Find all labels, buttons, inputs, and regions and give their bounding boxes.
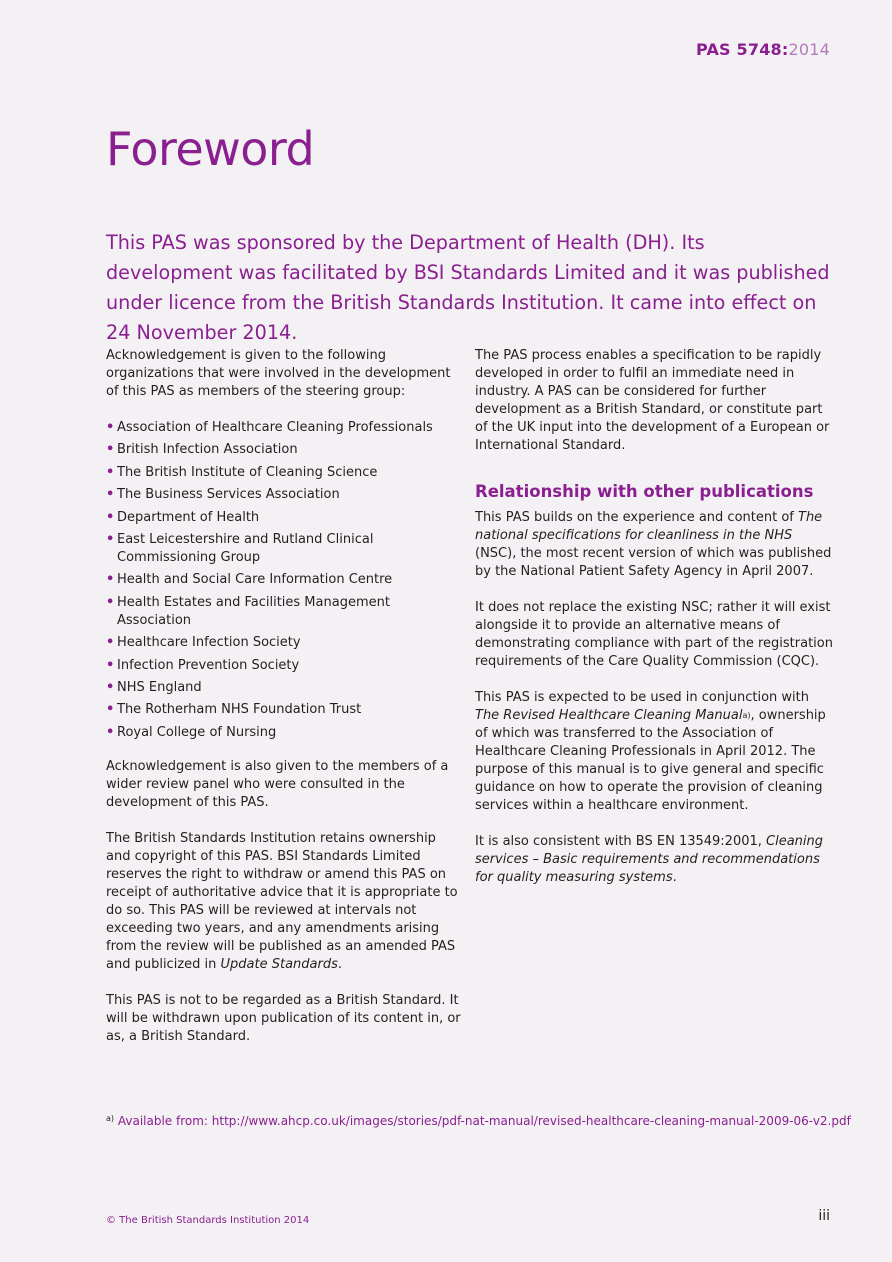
section-heading: Relationship with other publications: [475, 482, 814, 501]
footnote-marker: a): [106, 1114, 115, 1123]
right-column: [475, 347, 837, 905]
process-paragraph: The PAS process enables a specification to be rapidly developed in order to fulfil an immediate need in industry. A PAS can be considered for further development as a British Standard, or constitute part of the UK input into the development of a European or International Standard.: [475, 348, 830, 453]
bullet-icon: •: [106, 702, 115, 718]
organization-name: British Infection Association: [117, 442, 298, 458]
organization-item: [106, 531, 462, 567]
organization-name: East Leicestershire and Rutland Clinical Commissioning Group: [117, 531, 374, 565]
bullet-icon: •: [106, 442, 115, 458]
copyright: © The British Standards Institution 2014: [106, 1215, 310, 1226]
bullet-icon: •: [106, 531, 115, 547]
organization-item: [106, 679, 462, 697]
bullet-icon: •: [106, 635, 115, 651]
page-number: iii: [818, 1208, 830, 1224]
bullet-icon: •: [106, 420, 115, 435]
consistent-text: It is also consistent with BS EN 13549:2001,: [475, 834, 767, 849]
organization-item: [106, 594, 462, 630]
conjunction-text: This PAS is expected to be used in conjunction with: [475, 690, 809, 705]
ownership-text: The British Standards Institution retains ownership and copyright of this PAS. BSI Standards Limited reserves the right to withdraw or amend this PAS on receipt of authoritative advice that it is appropriate to do so. This PAS will be reviewed at intervals not exceeding two years, and any amendments arising from the review will be published as an amended PAS and publicized in: [106, 830, 458, 972]
footnote-ref: a): [742, 711, 751, 720]
acknowledgement-review: Acknowledgement is also given to the members of a wider review panel who were consulted in the development of this PAS.: [106, 758, 449, 810]
organization-item: [106, 571, 462, 589]
bullet-icon: •: [106, 724, 115, 740]
consistent-paragraph: [475, 833, 837, 887]
manual-title: The Revised Healthcare Cleaning Manual: [475, 708, 743, 723]
organization-name: The Rotherham NHS Foundation Trust: [117, 702, 362, 718]
document-year: 2014: [788, 40, 830, 59]
organization-name: Department of Health: [117, 509, 260, 525]
acknowledgement-intro: Acknowledgement is given to the following organizations that were involved in the development of this PAS as members of the steering group:: [106, 348, 451, 399]
bullet-icon: •: [106, 487, 115, 503]
consistent-end: .: [672, 870, 677, 885]
organization-item: [106, 509, 462, 527]
bullet-icon: •: [106, 657, 115, 673]
organization-item: [106, 419, 462, 437]
update-standards-title: Update Standards: [220, 956, 338, 972]
footnote-text: Available from: http://www.ahcp.co.uk/images/stories/pdf-nat-manual/revised-healthcare-cleaning-manual-2009-06-v2.pdf: [117, 1114, 851, 1128]
organization-name: Association of Healthcare Cleaning Professionals: [117, 420, 433, 435]
bullet-icon: •: [106, 509, 115, 525]
nsc-title: The national specifications for cleanliness in the NHS: [475, 510, 823, 543]
ownership-paragraph: [106, 830, 462, 974]
footnote: [106, 1114, 866, 1128]
left-column: [106, 347, 462, 1064]
page-title: Foreword: [106, 122, 315, 176]
organization-item: [106, 486, 462, 504]
not-standard-paragraph: This PAS is not to be regarded as a British Standard. It will be withdrawn upon publication of its content in, or as, a British Standard.: [106, 992, 461, 1044]
bullet-icon: •: [106, 572, 115, 588]
conjunction-paragraph: [475, 689, 837, 815]
organization-item: [106, 701, 462, 719]
ownership-end: .: [337, 956, 343, 972]
bs-en-title: Cleaning services – Basic requirements and recommendations for quality measuring systems: [475, 834, 824, 885]
organization-item: [106, 634, 462, 652]
organization-name: The Business Services Association: [117, 487, 340, 503]
organization-item: [106, 441, 462, 459]
bullet-icon: •: [106, 464, 115, 480]
intro-paragraph: This PAS was sponsored by the Department of Health (DH). Its development was facilitated by BSI Standards Limited and it was published under licence from the British Standards Institution. It came into effect on 24 November 2014.: [106, 231, 830, 344]
organization-name: Royal College of Nursing: [117, 724, 277, 740]
document-number: PAS 5748:: [696, 40, 789, 59]
organization-item: [106, 724, 462, 742]
organization-name: Health and Social Care Information Centre: [117, 572, 393, 588]
builds-end: (NSC), the most recent version of which was published by the National Patient Safety Agency in April 2007.: [475, 546, 832, 579]
organization-name: The British Institute of Cleaning Science: [117, 464, 378, 480]
conjunction-end: , ownership of which was transferred to the Association of Healthcare Cleaning Professionals in April 2012. The purpose of this manual is to give general and specific guidance on how to operate the provision of cleaning services within a healthcare environment.: [475, 708, 826, 813]
builds-text: This PAS builds on the experience and content of: [475, 510, 798, 525]
not-replace-paragraph: It does not replace the existing NSC; rather it will exist alongside it to provide an alternative means of demonstrating compliance with part of the registration requirements of the Care Quality Commission (CQC).: [475, 600, 833, 669]
bullet-icon: •: [106, 594, 115, 610]
organization-name: Healthcare Infection Society: [117, 635, 301, 651]
organization-list: [106, 419, 462, 742]
organization-name: Health Estates and Facilities Management Association: [117, 594, 390, 628]
builds-paragraph: [475, 509, 837, 581]
organization-name: Infection Prevention Society: [117, 657, 300, 673]
document-id: [696, 40, 830, 59]
organization-item: [106, 657, 462, 675]
organization-item: [106, 464, 462, 482]
bullet-icon: •: [106, 679, 115, 695]
organization-name: NHS England: [117, 679, 202, 695]
